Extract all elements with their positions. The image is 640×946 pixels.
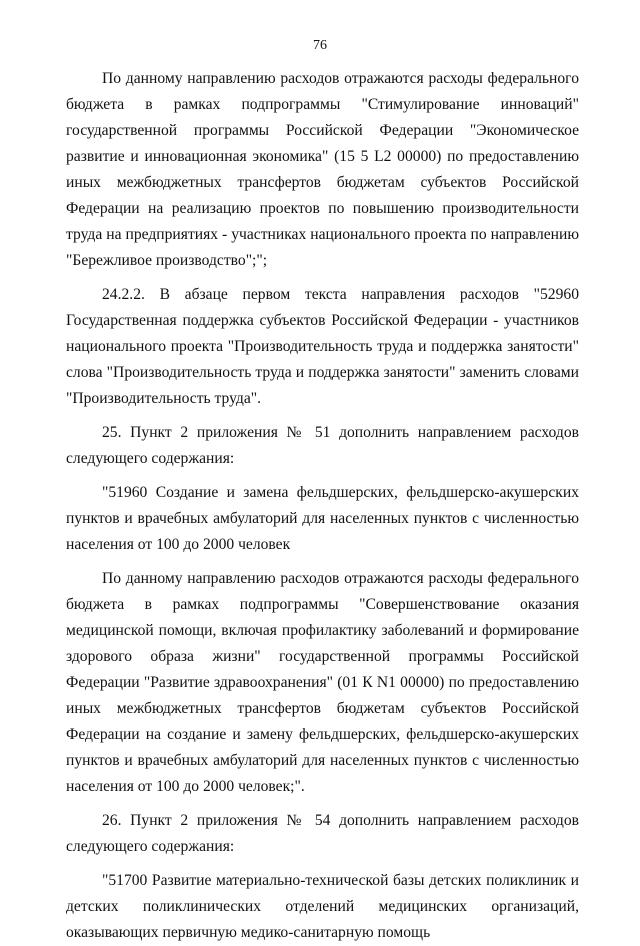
paragraph-51960-title: "51960 Создание и замена фельдшерских, фельдшерско-акушерских пунктов и врачебных амбулаторий для населенных пунктов с численностью населения от 100 до 2000 человек [66,484,579,553]
paragraph-51700-title: "51700 Развитие материально-технической базы детских поликлиник и детских поликлинических отделений медицинских организаций, оказывающих первичную медико-санитарную помощь [66,872,579,941]
page-number: 76 [313,38,327,53]
paragraph-25: 25. Пункт 2 приложения № 51 дополнить направлением расходов следующего содержания: [66,424,579,467]
paragraph-26: 26. Пункт 2 приложения № 54 дополнить направлением расходов следующего содержания: [66,812,579,855]
paragraph-expense-description-healthcare: По данному направлению расходов отражаются расходы федерального бюджета в рамках подпрограммы "Совершенствование оказания медицинской помощи, включая профилактику заболеваний и формирование здорового образа жизни" государственной программы Российской Федерации "Развитие здравоохранения" (01 К N1 00000) по предоставлению иных межбюджетных трансфертов бюджетам субъектов Российской Федерации на создание и замену фельдшерских, фельдшерско-акушерских пунктов и врачебных амбулаторий для населенных пунктов с численностью населения от 100 до 2000 человек;". [66,570,579,795]
document-body [66,66,579,946]
paragraph-24-2-2: 24.2.2. В абзаце первом текста направления расходов "52960 Государственная поддержка субъектов Российской Федерации - участников национального проекта "Производительность труда и поддержка занятости" слова "Производительность труда и поддержка занятости" заменить словами "Производительность труда". [66,286,579,407]
paragraph-expense-description-productivity: По данному направлению расходов отражаются расходы федерального бюджета в рамках подпрограммы "Стимулирование инноваций" государственной программы Российской Федерации "Экономическое развитие и инновационная экономика" (15 5 L2 00000) по предоставлению иных межбюджетных трансфертов бюджетам субъектов Российской Федерации на реализацию проектов по повышению производительности труда на предприятиях - участниках национального проекта по направлению "Бережливое производство";"; [66,70,579,269]
